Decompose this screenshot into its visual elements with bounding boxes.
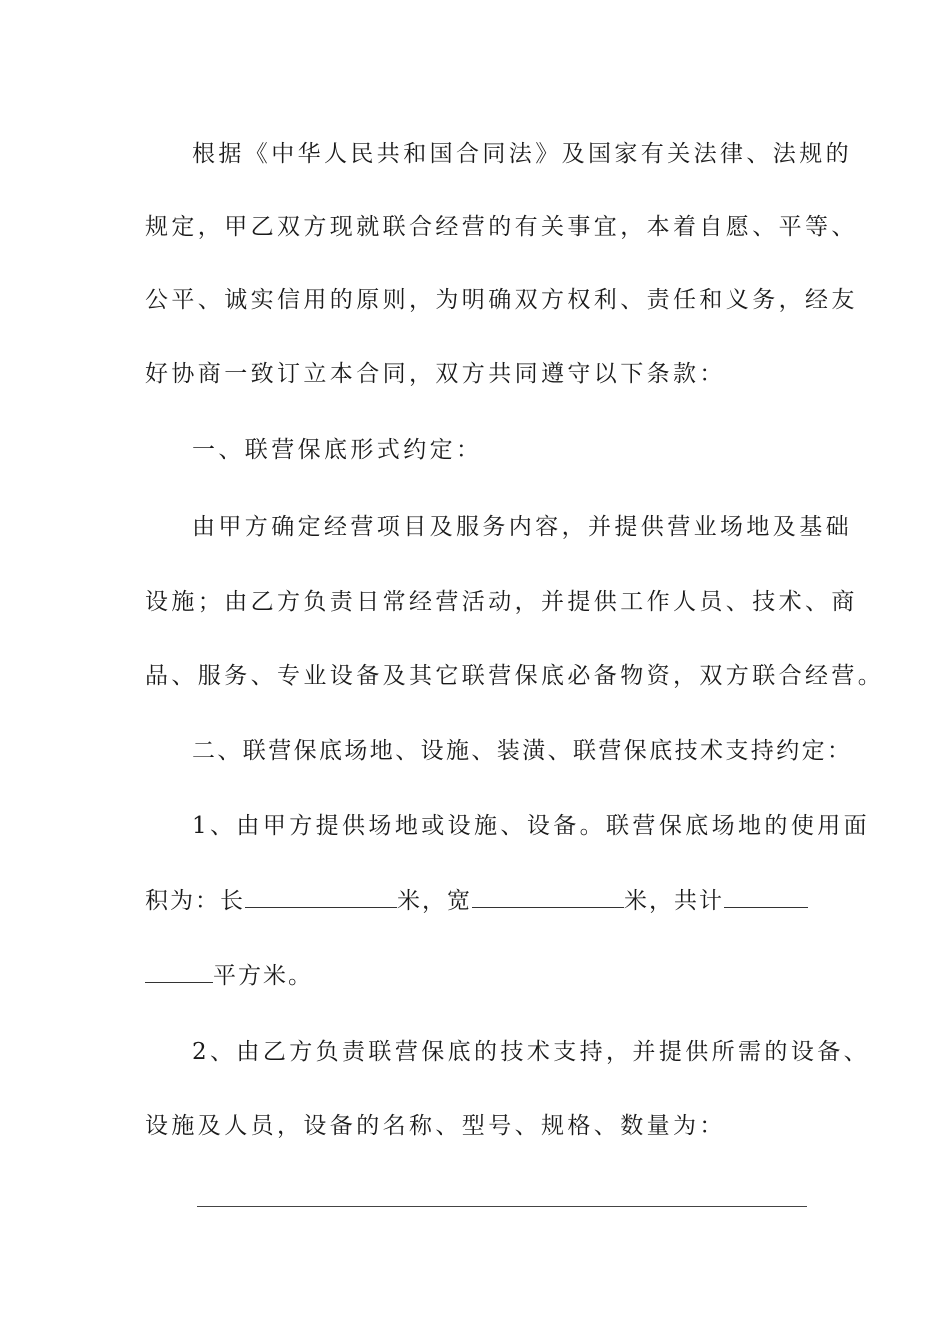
clause-1-line-3 [145,960,810,992]
area-length-label: 积为：长 [145,888,245,914]
clause-2-line-1: 2、由乙方负责联营保底的技术支持，并提供所需的设备、 [192,1039,871,1065]
area-total-label: 米，共计 [624,888,724,914]
width-blank-field[interactable] [472,887,624,908]
paragraph-1-line-2: 规定，甲乙双方现就联合经营的有关事宜，本着自愿、平等、 [145,214,858,240]
total-area-blank-field-start[interactable] [724,887,808,908]
area-width-label: 米，宽 [397,888,472,914]
paragraph-1-line-1: 根据《中华人民共和国合同法》及国家有关法律、法规的 [192,141,852,167]
equipment-blank-line[interactable] [197,1206,807,1207]
paragraph-1-line-3: 公平、诚实信用的原则，为明确双方权利、责任和义务，经友 [145,287,858,313]
paragraph-2-line-3: 品、服务、专业设备及其它联营保底必备物资，双方联合经营。 [145,663,885,689]
paragraph-2-line-1: 由甲方确定经营项目及服务内容，并提供营业场地及基础 [192,514,852,540]
paragraph-2-line-2: 设施；由乙方负责日常经营活动，并提供工作人员、技术、商 [145,589,858,615]
clause-1-line-1: 1、由甲方提供场地或设施、设备。联营保底场地的使用面 [192,813,871,839]
clause-1-line-2 [145,885,810,917]
paragraph-1-line-4: 好协商一致订立本合同，双方共同遵守以下条款： [145,361,726,387]
total-area-blank-field-end[interactable] [145,962,213,983]
clause-2-line-2: 设施及人员，设备的名称、型号、规格、数量为： [145,1113,726,1139]
length-blank-field[interactable] [245,887,397,908]
section-1-heading: 一、联营保底形式约定： [192,437,483,463]
section-2-heading: 二、联营保底场地、设施、装潢、联营保底技术支持约定： [192,738,853,764]
square-meters-label: 平方米。 [213,963,313,989]
